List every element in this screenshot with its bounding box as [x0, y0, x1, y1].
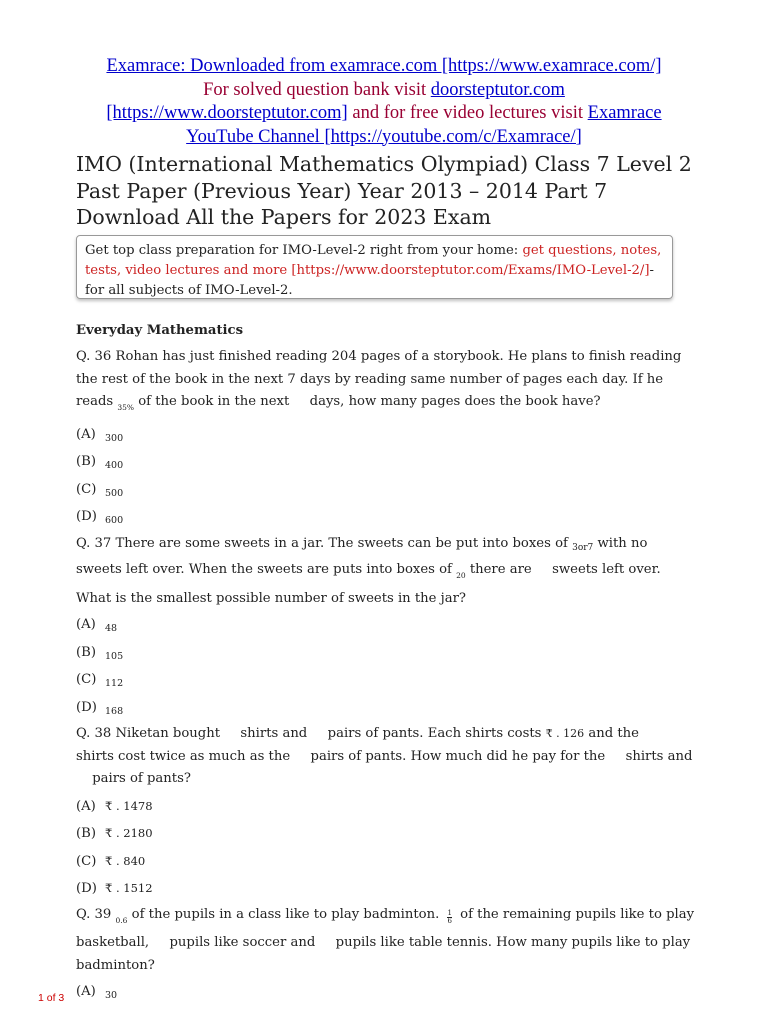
option-letter: (B) — [76, 826, 96, 841]
question-text: pupils like soccer and — [165, 935, 320, 950]
option-value: ₹ . 1478 — [105, 798, 153, 813]
option-value: ₹ . 840 — [105, 853, 146, 868]
question-text: there are — [465, 562, 536, 577]
fraction-denominator: 6 — [447, 916, 452, 925]
option-letter: (C) — [76, 481, 97, 497]
page-counter: 1 of 3 — [38, 992, 65, 1004]
option-value: 30 — [105, 990, 118, 1001]
promo-link[interactable]: get questions, notes, tests, video lectures and more [https://www.doorsteptutor.com/Exams/IMO-Level-2/] — [85, 243, 662, 278]
question-text: pairs of pants. Each shirts costs — [323, 726, 546, 741]
option-value: 112 — [105, 678, 124, 689]
question-text: pairs of pants? — [88, 771, 191, 786]
option-value: 400 — [105, 460, 124, 471]
option-letter: (A) — [76, 798, 96, 814]
option-value: 600 — [105, 515, 124, 526]
section-title: Everyday Mathematics — [76, 323, 244, 338]
question-39 — [76, 904, 696, 978]
option-value: 48 — [105, 623, 118, 634]
examrace-link[interactable]: Examrace: Downloaded from examrace.com [https://www.examrace.com/] — [106, 56, 662, 76]
doorsteptutor-link[interactable]: doorsteptutor.com — [430, 79, 565, 100]
option — [76, 821, 696, 849]
question-text: Q. 38 Niketan bought — [76, 726, 225, 741]
math-value: 3or7 — [572, 542, 594, 553]
question-text: shirts and — [621, 748, 693, 764]
option — [76, 505, 696, 533]
math-value: 20 — [456, 571, 466, 580]
examrace-youtube-link[interactable]: Examrace — [587, 103, 662, 123]
question-text: and the — [584, 726, 644, 741]
option-value: 105 — [105, 650, 124, 662]
question-text: shirts and — [236, 726, 312, 741]
option-value: 300 — [105, 432, 124, 444]
youtube-channel-link[interactable]: YouTube Channel [https://youtube.com/c/Examrace/] — [186, 126, 582, 147]
math-value: 0.6 — [115, 915, 128, 925]
question-text: of the pupils in a class like to play badminton. — [127, 906, 444, 922]
option-letter: (C) — [76, 672, 97, 687]
question-text: pupils like table tennis. How many pupils like to play badminton? — [76, 935, 691, 973]
question-text: Q. 37 There are some sweets in a jar. The sweets can be put into boxes of — [76, 535, 573, 551]
question-text: with no sweets left over. When the sweets are puts into boxes of — [76, 535, 648, 577]
option — [76, 668, 696, 696]
option-letter: (A) — [76, 426, 96, 442]
math-value: ₹ . 126 — [545, 727, 585, 740]
option-letter: (D) — [76, 881, 97, 896]
option-letter: (D) — [76, 699, 97, 715]
option — [76, 696, 696, 724]
q38-options — [76, 794, 696, 904]
question-text: Q. 36 Rohan has just finished reading 204 pages of a storybook. He plans to finish reading the rest of the book in the next 7 days by reading same number of pages each day. If he reads — [76, 349, 682, 409]
option — [76, 876, 696, 904]
option-value: ₹ . 1512 — [105, 881, 153, 895]
banner-text: For solved question bank visit — [203, 79, 431, 100]
question-text: of the book in the next — [134, 394, 294, 409]
option-letter: (B) — [76, 454, 96, 469]
question-text: Q. 39 — [76, 906, 116, 922]
option-letter: (C) — [76, 853, 97, 869]
doorsteptutor-url-link[interactable]: [https://www.doorsteptutor.com] — [106, 103, 348, 123]
question-text: of the remaining pupils like to play basketball, — [76, 906, 695, 950]
question-list — [76, 320, 696, 1008]
question-text: sweets left over. What is the smallest possible number of sweets in the jar? — [76, 562, 661, 606]
option — [76, 478, 696, 506]
promo-text-end: -for all subjects of IMO-Level-2. — [85, 263, 654, 298]
option — [76, 794, 696, 822]
question-text: days, how many pages does the book have? — [305, 394, 601, 409]
question-37 — [76, 533, 696, 611]
q36-options — [76, 423, 696, 533]
question-38 — [76, 723, 696, 791]
q37-options — [76, 613, 696, 723]
option-value: 500 — [105, 487, 124, 499]
option — [76, 613, 696, 641]
fraction-numerator: 1 — [447, 908, 452, 917]
banner-text-2: and for free video lectures visit — [347, 103, 588, 123]
promo-box — [76, 235, 673, 299]
option-letter: (A) — [76, 984, 96, 999]
source-banner — [76, 55, 692, 149]
page-title: IMO (International Mathematics Olympiad) Class 7 Level 2 Past Paper (Previous Year) Year 2013 – 2014 Part 7 Download All the Papers for 2023 Exam — [76, 152, 692, 229]
option-value: ₹ . 2180 — [105, 826, 153, 840]
option — [76, 450, 696, 478]
promo-text: Get top class preparation for IMO-Level-2 right from your home: — [85, 243, 523, 258]
question-36 — [76, 346, 696, 420]
q39-options — [76, 980, 696, 1008]
math-value: 35% — [117, 403, 135, 412]
option — [76, 980, 696, 1008]
option-letter: (A) — [76, 617, 96, 632]
option — [76, 423, 696, 451]
question-text: pairs of pants. How much did he pay for the — [306, 748, 610, 764]
option-letter: (D) — [76, 509, 97, 524]
option — [76, 641, 696, 669]
question-text: shirts cost twice as much as the — [76, 748, 295, 764]
fraction — [447, 910, 451, 925]
option-value: 168 — [105, 705, 124, 717]
option-letter: (B) — [76, 644, 96, 660]
option — [76, 849, 696, 877]
